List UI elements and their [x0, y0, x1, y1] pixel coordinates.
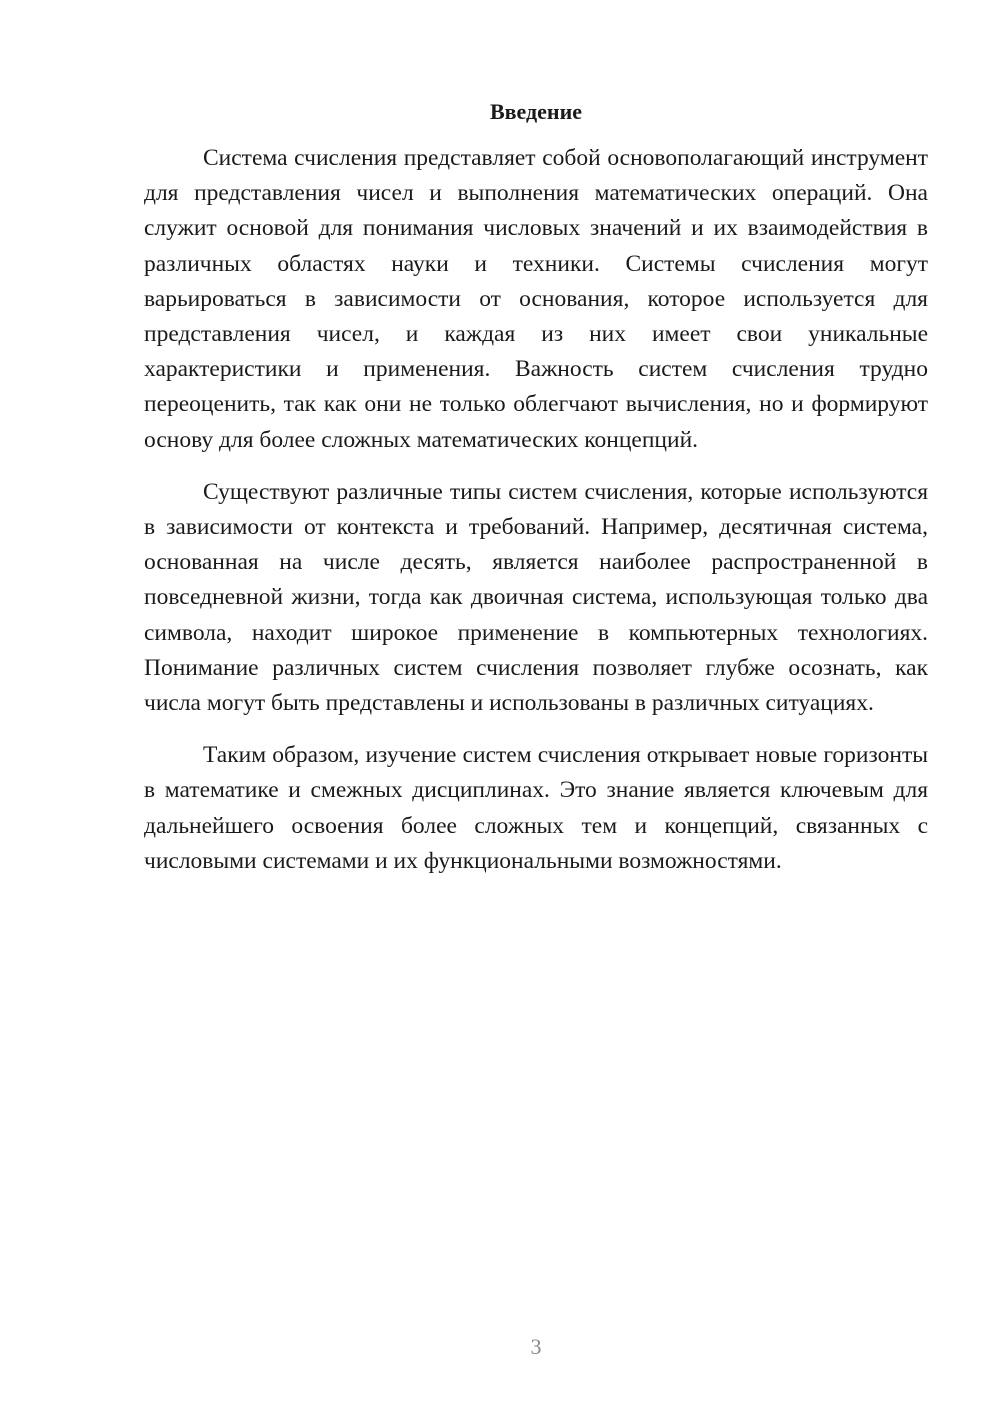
page-content — [144, 94, 928, 896]
paragraph-3: Таким образом, изучение систем счисления открывает новые горизонты в математике и смежных дисциплинах. Это знание является ключевым для дальнейшего освоения более сложных тем и концепций, связанных с числовыми системами и их функциональными возможностями. — [144, 742, 928, 874]
section-title: Введение — [489, 99, 583, 124]
paragraph-1: Система счисления представляет собой основополагающий инструмент для представления чисел и выполнения математических операций. Она служит основой для понимания числовых значений и их взаимодействия в различных областях науки и техники. Системы счисления могут варьироваться в зависимости от основания, которое используется для представления чисел, и каждая из них имеет свои уникальные характеристики и применения. Важность систем счисления трудно переоценить, так как они не только облегчают вычисления, но и формируют основу для более сложных математических концепций. — [144, 145, 928, 453]
paragraph-2: Существуют различные типы систем счисления, которые используются в зависимости от контекста и требований. Например, десятичная система, основанная на числе десять, является наиболее распространенной в повседневной жизни, тогда как двоичная система, использующая только два символа, находит широкое применение в компьютерных технологиях. Понимание различных систем счисления позволяет глубже осознать, как числа могут быть представлены и использованы в различных ситуациях. — [144, 478, 928, 717]
page-number: 3 — [530, 1334, 542, 1359]
